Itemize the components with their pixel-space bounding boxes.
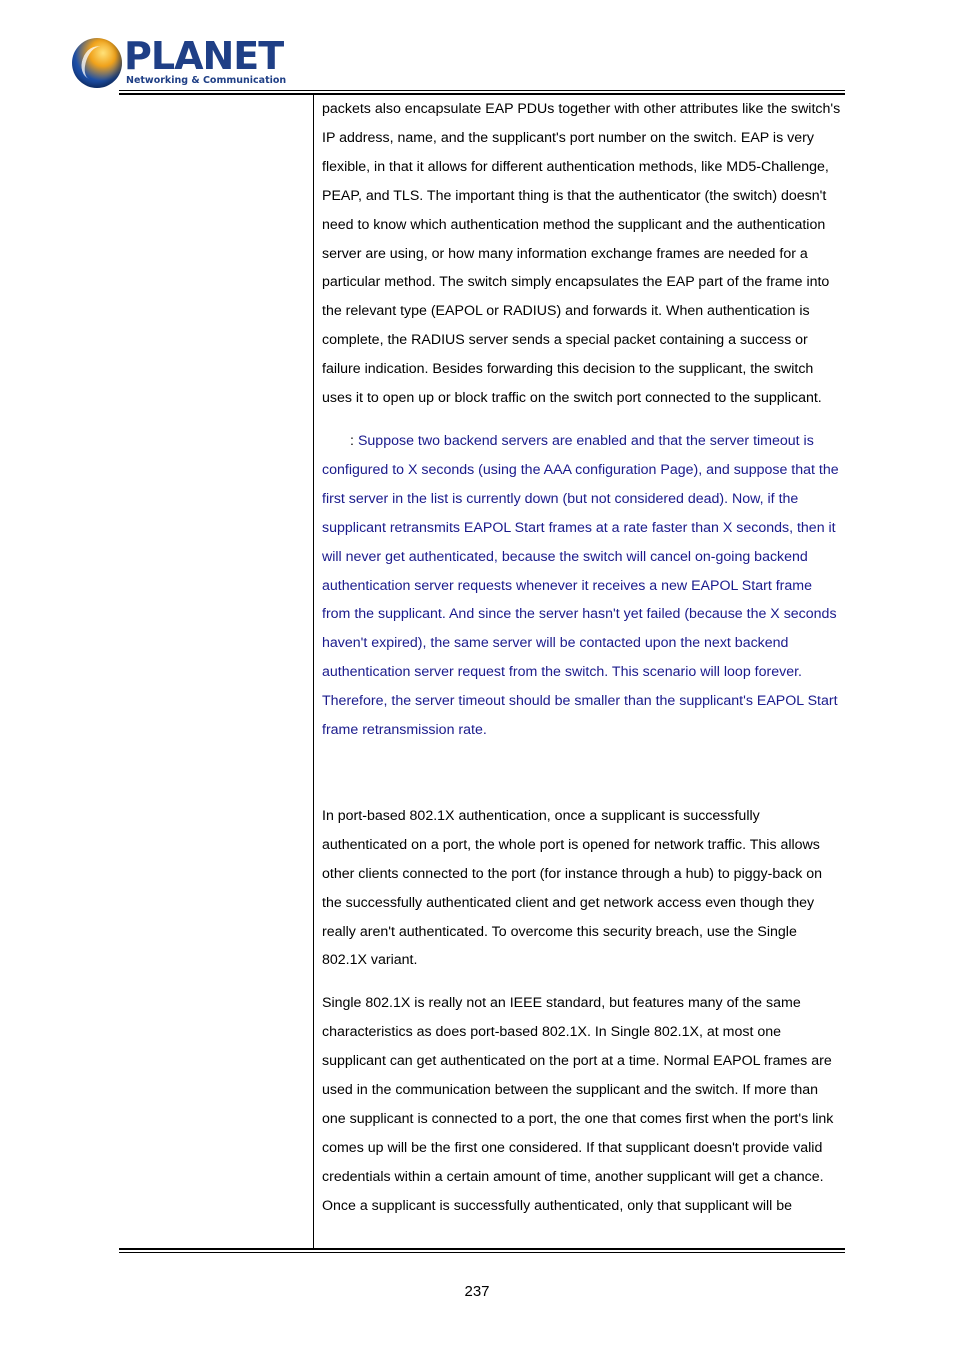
document-body: [322, 95, 842, 1221]
brand-name: PLANET: [124, 34, 284, 78]
column-divider: [313, 95, 314, 1248]
footer-rule-thin: [119, 1252, 845, 1253]
footer-rule-thick: [119, 1248, 845, 1250]
note-paragraph: [322, 427, 842, 745]
paragraph-eap-encapsulation: packets also encapsulate EAP PDUs together with other attributes like the switch's IP address, name, and the supplicant's port number on the switch. EAP is very flexible, in that it allows for different authentication methods, like MD5-Challenge, PEAP, and TLS. The important thing is that the authenticator (the switch) doesn't need to know which authentication method the supplicant and the authentication server are using, or how many information exchange frames are needed for a particular method. The switch simply encapsulates the EAP part of the frame into the relevant type (EAPOL or RADIUS) and forwards it. When authentication is complete, the RADIUS server sends a special packet containing a success or failure indication. Besides forwarding this decision to the supplicant, the switch uses it to open up or block traffic on the switch port connected to the supplicant.: [322, 101, 841, 407]
header-rule-thin: [119, 90, 845, 91]
note-lead: :: [350, 432, 354, 449]
page-number: 237: [464, 1283, 490, 1300]
brand-tagline: Networking & Communication: [126, 75, 287, 86]
paragraph-single-8021x: Single 802.1X is really not an IEEE standard, but features many of the same characteristics as does port-based 802.1X. In Single 802.1X, at most one supplicant can get authenticated on the port at a time. Normal EAPOL frames are used in the communication between the supplicant and the switch. If more than one supplicant is connected to a port, the one that comes first when the port's link comes up will be the first one considered. If that supplicant doesn't provide valid credentials within a certain amount of time, another supplicant will get a chance. Once a supplicant is successfully authenticated, only that supplicant will be: [322, 995, 834, 1214]
paragraph-port-based: In port-based 802.1X authentication, once a supplicant is successfully authenticated on a port, the whole port is opened for network traffic. This allows other clients connected to the port (for instance through a hub) to piggy-back on the successfully authenticated client and get network access even though they really aren't authenticated. To overcome this security breach, use the Single 802.1X variant.: [322, 807, 823, 969]
globe-icon: [72, 38, 122, 88]
note-text: Suppose two backend servers are enabled and that the server timeout is configured to X seconds (using the AAA configuration Page), and suppose that the first server in the list is currently down (but not considered dead). Now, if the supplicant retransmits EAPOL Start frames at a rate faster than X seconds, then it will never get authenticated, because the switch will cancel on-going backend authentication server requests whenever it receives a new EAPOL Start frame from the supplicant. And since the server hasn't yet failed (because the X seconds haven't expired), the same server will be contacted upon the next backend authentication server request from the switch. This scenario will loop forever. Therefore, the server timeout should be smaller than the supplicant's EAPOL Start frame retransmission rate.: [322, 432, 839, 739]
planet-logo: [72, 34, 287, 90]
